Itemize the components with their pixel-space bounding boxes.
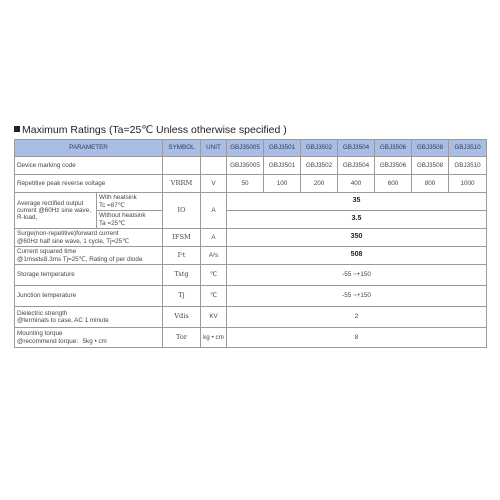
unit-cell: A [201, 193, 227, 229]
value-cell: 1000 [449, 175, 487, 193]
row-label: Storage temperature [15, 265, 163, 286]
value-cell: 800 [412, 175, 449, 193]
header-symbol: SYMBOL [163, 140, 201, 157]
unit-cell: V [201, 175, 227, 193]
header-parameter: PARAMETER [15, 140, 163, 157]
section-heading-text: Maximum Ratings (Ta=25℃ Unless otherwise specified ) [22, 124, 287, 136]
section-heading [14, 124, 287, 136]
unit-cell [201, 157, 227, 175]
row-label: Repetitive peak reverse voltage [15, 175, 163, 193]
header-model: GBJ3506 [375, 140, 412, 157]
symbol-cell: Vdis [163, 307, 201, 328]
unit-cell: ℃ [201, 286, 227, 307]
table-header-row [15, 140, 487, 157]
value-cell: 350 [227, 229, 487, 247]
header-model: GBJ3501 [264, 140, 301, 157]
header-model: GBJ3504 [338, 140, 375, 157]
row-label-line: R-load, [17, 214, 38, 222]
row-label [15, 328, 163, 348]
sub-condition-line: Without heatsink [99, 212, 146, 220]
row-label-line: @1ms≤t≤8.3ms Tj=25℃, Rating of per diode [17, 255, 143, 263]
symbol-cell [163, 157, 201, 175]
table-row [15, 175, 487, 193]
value-cell: GBJ3501 [264, 157, 301, 175]
row-label [15, 193, 97, 229]
table-row [15, 265, 487, 286]
value-cell: 100 [264, 175, 301, 193]
header-model: GBJ3510 [449, 140, 487, 157]
row-label-line: current @60Hz sine wave, [17, 206, 91, 214]
symbol-cell: Tstg [163, 265, 201, 286]
header-model: GBJ3508 [412, 140, 449, 157]
symbol-cell: I²t [163, 247, 201, 265]
symbol-cell: Tor [163, 328, 201, 348]
unit-cell: KV [201, 307, 227, 328]
square-bullet-icon [14, 126, 20, 132]
header-unit: UNIT [201, 140, 227, 157]
sub-condition-label [97, 193, 163, 211]
table-row [15, 328, 487, 348]
row-label-line: Dielectric strength [17, 309, 68, 317]
table-row [15, 247, 487, 265]
row-label: Junction temperature [15, 286, 163, 307]
value-cell: GBJ3508 [412, 157, 449, 175]
unit-cell: kg • cm [201, 328, 227, 348]
symbol-cell: IO [163, 193, 201, 229]
row-label [15, 307, 163, 328]
sub-condition-label [97, 211, 163, 229]
value-cell: 400 [338, 175, 375, 193]
symbol-cell: IFSM [163, 229, 201, 247]
value-cell: 600 [375, 175, 412, 193]
row-label [15, 229, 163, 247]
row-label-line: Current squared time [17, 248, 77, 256]
value-cell: GBJ35005 [227, 157, 264, 175]
value-cell: -55 ~+150 [227, 286, 487, 307]
header-model: GBJ35005 [227, 140, 264, 157]
value-cell: 35 [227, 193, 487, 211]
value-cell: 50 [227, 175, 264, 193]
row-label-line: Mounting torque [17, 330, 63, 338]
value-cell: GBJ3510 [449, 157, 487, 175]
table-row [15, 229, 487, 247]
sub-condition-line: Tc =87℃ [99, 201, 125, 209]
sub-condition-line: Ta =25℃ [99, 219, 126, 227]
table-row [15, 157, 487, 175]
row-label [15, 247, 163, 265]
value-cell: GBJ3506 [375, 157, 412, 175]
row-label-line: @60Hz half sine wave, 1 cycle, Tj=25℃ [17, 237, 130, 245]
value-cell: 2 [227, 307, 487, 328]
table-row [15, 307, 487, 328]
maximum-ratings-table [14, 139, 487, 348]
unit-cell: ℃ [201, 265, 227, 286]
table-row [15, 193, 487, 211]
sub-condition-line: With heatsink [99, 194, 137, 202]
unit-cell: A [201, 229, 227, 247]
row-label-line: @terminals to case, AC 1 minute [17, 317, 109, 324]
header-model: GBJ3502 [301, 140, 338, 157]
symbol-cell: VRRM [163, 175, 201, 193]
unit-cell: A²s [201, 247, 227, 265]
value-cell: GBJ3502 [301, 157, 338, 175]
value-cell: 3.5 [227, 211, 487, 229]
row-label-line: @recommend torque：5kg • cm [17, 337, 107, 345]
table-row [15, 286, 487, 307]
row-label-line: Surge(non-repetitive)forward current [17, 230, 119, 238]
value-cell: -55 ~+150 [227, 265, 487, 286]
value-cell: 8 [227, 328, 487, 348]
row-label-line: Average rectified output [17, 199, 84, 207]
value-cell: 200 [301, 175, 338, 193]
value-cell: 508 [227, 247, 487, 265]
row-label: Device marking code [15, 157, 163, 175]
value-cell: GBJ3504 [338, 157, 375, 175]
symbol-cell: Tj [163, 286, 201, 307]
